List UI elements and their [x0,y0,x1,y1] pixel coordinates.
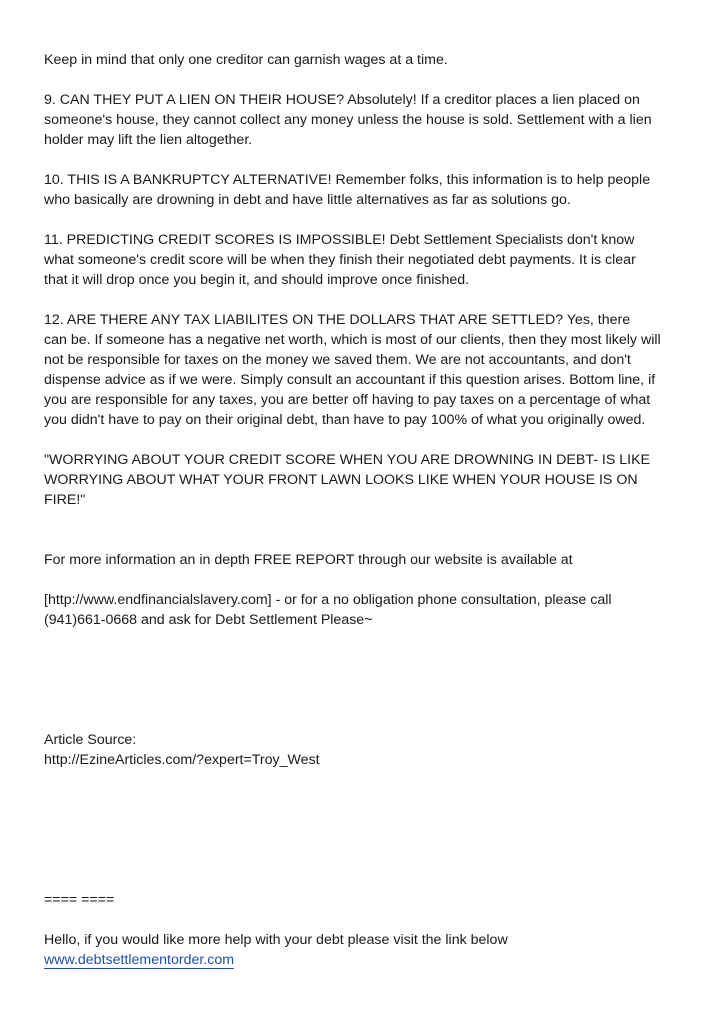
document-page [44,50,694,970]
more-info-paragraph: For more information an in depth FREE REPORT through our website is available at [44,552,573,568]
contact-paragraph: [http://www.endfinancialslavery.com] - or for a no obligation phone consultation, please call (941)661-0668 and ask for Debt Settlement Please~ [44,592,612,628]
paragraph-item-11: 11. PREDICTING CREDIT SCORES IS IMPOSSIBLE! Debt Settlement Specialists don't know what someone's credit score will be when they finish their negotiated debt payments. It is clear that it will drop once you begin it, and should improve once finished. [44,232,636,288]
paragraph-intro: Keep in mind that only one creditor can garnish wages at a time. [44,52,448,68]
article-source-label: Article Source: [44,732,137,748]
paragraph-item-10: 10. THIS IS A BANKRUPTCY ALTERNATIVE! Remember folks, this information is to help people who basically are drowning in debt and have little alternatives as far as solutions go. [44,172,651,208]
paragraph-item-9: 9. CAN THEY PUT A LIEN ON THEIR HOUSE? Absolutely! If a creditor places a lien placed on someone's house, they cannot collect any money unless the house is sold. Settlement with a lien holder may lift the lien altogether. [44,92,652,148]
quote-paragraph: "WORRYING ABOUT YOUR CREDIT SCORE WHEN YOU ARE DROWNING IN DEBT- IS LIKE WORRYING ABOUT WHAT YOUR FRONT LAWN LOOKS LIKE WHEN YOUR HOUSE IS ON FIRE!" [44,452,650,508]
paragraph-item-12: 12. ARE THERE ANY TAX LIABILITES ON THE DOLLARS THAT ARE SETTLED? Yes, there can be. If someone has a negative net worth, which is most of our clients, then they most likely will not be responsible for taxes on the money we saved them. We are not accountants, and don't dispense advice as if we were. Simply consult an accountant if this question arises. Bottom line, if you are responsible for any taxes, you are better off having to pay taxes on a percentage of what you didn't have to pay on their original debt, than have to pay 100% of what you originally owed. [44,312,661,428]
help-text: Hello, if you would like more help with your debt please visit the link below [44,932,508,948]
separator-line: ==== ==== [44,892,115,908]
article-source-url: http://EzineArticles.com/?expert=Troy_West [44,752,320,768]
help-link[interactable]: www.debtsettlementorder.com [44,952,235,968]
